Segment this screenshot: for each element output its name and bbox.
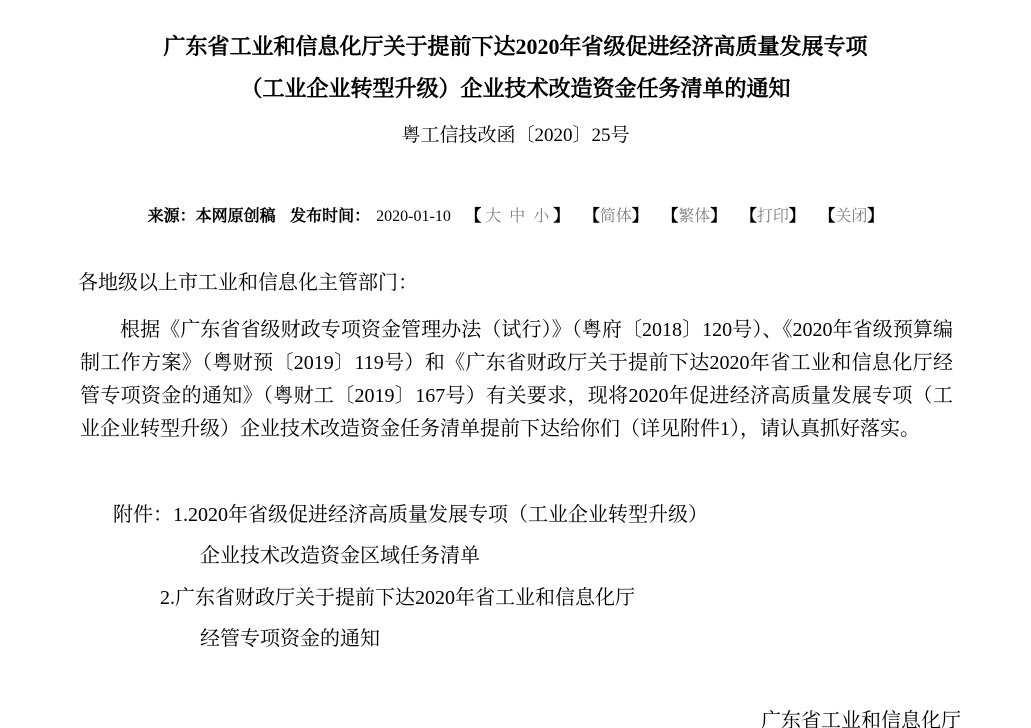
attachment-1-title-line-1: 2020年省级促进经济高质量发展专项（工业企业转型升级） bbox=[188, 504, 708, 526]
source-value: 本网原创稿 bbox=[195, 208, 276, 225]
attachment-1-title-line-2: 企业技术改造资金区域任务清单 bbox=[200, 545, 480, 567]
attachment-1-number: 1. bbox=[173, 504, 188, 526]
bracket-close: 】 bbox=[553, 208, 570, 225]
title-line-1: 广东省工业和信息化厅关于提前下达2020年省级促进经济高质量发展专项 bbox=[163, 34, 868, 59]
font-size-medium-link[interactable]: 中 bbox=[509, 208, 526, 225]
publish-date: 2020-01-10 bbox=[376, 208, 451, 225]
font-size-small-link[interactable]: 小 bbox=[533, 208, 550, 225]
attachment-2-title-line-1: 广东省财政厅关于提前下达2020年省工业和信息化厅 bbox=[175, 587, 635, 609]
close-control bbox=[819, 208, 883, 225]
simplified-chinese-control bbox=[584, 208, 648, 225]
bracket-close: 】 bbox=[631, 208, 648, 225]
bracket-close: 】 bbox=[710, 208, 727, 225]
print-link[interactable]: 打印 bbox=[756, 208, 789, 225]
font-size-large-link[interactable]: 大 bbox=[485, 208, 502, 225]
attachment-item-2 bbox=[160, 585, 1031, 611]
attachments-label: 附件： bbox=[113, 504, 173, 526]
salutation: 各地级以上市工业和信息化主管部门： bbox=[78, 272, 418, 294]
source-label: 来源： bbox=[147, 208, 196, 225]
font-size-controls bbox=[465, 208, 569, 225]
traditional-chinese-link[interactable]: 繁体 bbox=[678, 208, 711, 225]
attachments-section bbox=[0, 502, 1031, 652]
issuing-authority-signature: 广东省工业和信息化厅 bbox=[761, 710, 961, 728]
bracket-open: 【 bbox=[740, 208, 757, 225]
attachment-2-title-line-2: 经管专项资金的通知 bbox=[200, 628, 380, 650]
bracket-open: 【 bbox=[662, 208, 679, 225]
close-link[interactable]: 关闭 bbox=[835, 208, 868, 225]
page-title bbox=[0, 26, 1031, 110]
attachment-2-number: 2. bbox=[160, 587, 175, 609]
print-control bbox=[741, 208, 805, 225]
article-meta-bar bbox=[0, 203, 1031, 226]
bracket-open: 【 bbox=[465, 208, 482, 225]
title-line-2: （工业企业转型升级）企业技术改造资金任务清单的通知 bbox=[240, 76, 791, 101]
body-paragraph: 根据《广东省省级财政专项资金管理办法（试行）》（粤府〔2018〕120号）、《2020年省级预算编制工作方案》（粤财预〔2019〕119号）和《广东省财政厅关于提前下达2020年省工业和信息化厅经管专项资金的通知》（粤财工〔2019〕167号）有关要求，现将2020年促进经济高质量发展专项（工业企业转型升级）企业技术改造资金任务清单提前下达给你们（详见附件1），请认真抓好落实。 bbox=[80, 319, 953, 440]
publish-time-label: 发布时间： bbox=[290, 208, 371, 225]
bracket-close: 】 bbox=[788, 208, 805, 225]
simplified-chinese-link[interactable]: 简体 bbox=[599, 208, 632, 225]
document-number: 粤工信技改函〔2020〕25号 bbox=[401, 125, 630, 146]
traditional-chinese-control bbox=[662, 208, 726, 225]
bracket-open: 【 bbox=[583, 208, 600, 225]
bracket-close: 】 bbox=[867, 208, 884, 225]
attachment-item-1 bbox=[113, 502, 1031, 528]
bracket-open: 【 bbox=[819, 208, 836, 225]
